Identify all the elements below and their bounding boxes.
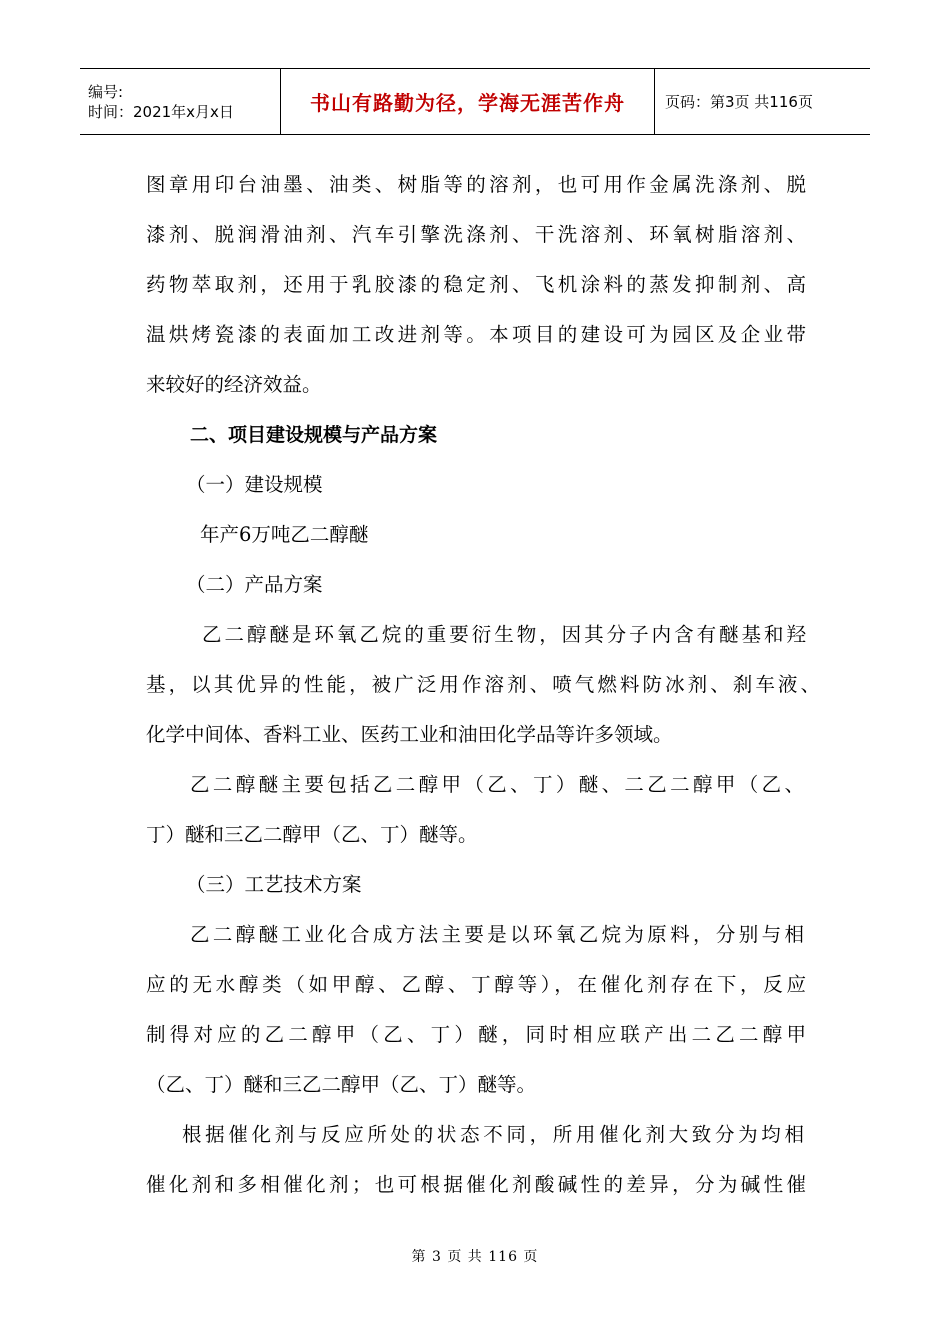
subsection-heading: （二）产品方案 (186, 573, 323, 596)
paragraph-line: 根据催化剂与反应所处的状态不同，所用催化剂大致分为均相 (182, 1123, 804, 1146)
paragraph-line: 丁）醚和三乙二醇甲（乙、丁）醚等。 (146, 823, 478, 846)
footer-page-number: 第 3 页 共 116 页 (411, 1249, 539, 1265)
header-page-info: 页码：第3页 共116页 (665, 93, 813, 111)
paragraph-line: 基，以其优异的性能，被广泛用作溶剂、喷气燃料防冰剂、刹车液、 (146, 673, 820, 696)
paragraph-line: 乙二醇醚主要包括乙二醇甲（乙、丁）醚、二乙二醇甲（乙、 (190, 773, 804, 796)
paragraph-line: 漆剂、脱润滑油剂、汽车引擎洗涤剂、干洗溶剂、环氧树脂溶剂、 (146, 223, 806, 246)
paragraph-line: 年产6万吨乙二醇醚 (200, 523, 369, 546)
paragraph-line: 制得对应的乙二醇甲（乙、丁）醚，同时相应联产出二乙二醇甲 (146, 1023, 806, 1046)
paragraph-line: 催化剂和多相催化剂；也可根据催化剂酸碱性的差异，分为碱性催 (146, 1173, 806, 1196)
paragraph-line: 乙二醇醚是环氧乙烷的重要衍生物，因其分子内含有醚基和羟 (202, 623, 806, 646)
paragraph-line: 来较好的经济效益。 (146, 373, 322, 396)
paragraph-line: （乙、丁）醚和三乙二醇甲（乙、丁）醚等。 (146, 1073, 537, 1096)
header-motto-cell (281, 69, 655, 134)
paragraph-line: 乙二醇醚工业化合成方法主要是以环氧乙烷为原料，分别与相 (190, 923, 804, 946)
paragraph-line: 化学中间体、香料工业、医药工业和油田化学品等许多领域。 (146, 723, 673, 746)
paragraph-line: 应的无水醇类（如甲醇、乙醇、丁醇等），在催化剂存在下，反应 (146, 973, 806, 996)
header-motto: 书山有路勤为径，学海无涯苦作舟 (310, 91, 625, 115)
paragraph-line: 图章用印台油墨、油类、树脂等的溶剂，也可用作金属洗涤剂、脱 (146, 173, 806, 196)
document-date-label: 时间：2021年x月x日 (88, 102, 234, 121)
subsection-heading: （三）工艺技术方案 (186, 873, 362, 896)
header-left-cell (80, 69, 281, 134)
header-page-cell (655, 69, 870, 134)
section-heading: 二、项目建设规模与产品方案 (190, 424, 438, 446)
document-number-label: 编号: (88, 82, 124, 101)
page-footer (0, 1246, 950, 1266)
page-header (80, 68, 870, 135)
paragraph-line: 药物萃取剂，还用于乳胶漆的稳定剂、飞机涂料的蒸发抑制剂、高 (146, 273, 806, 296)
subsection-heading: （一）建设规模 (186, 473, 323, 496)
paragraph-line: 温烘烤瓷漆的表面加工改进剂等。本项目的建设可为园区及企业带 (146, 323, 806, 346)
